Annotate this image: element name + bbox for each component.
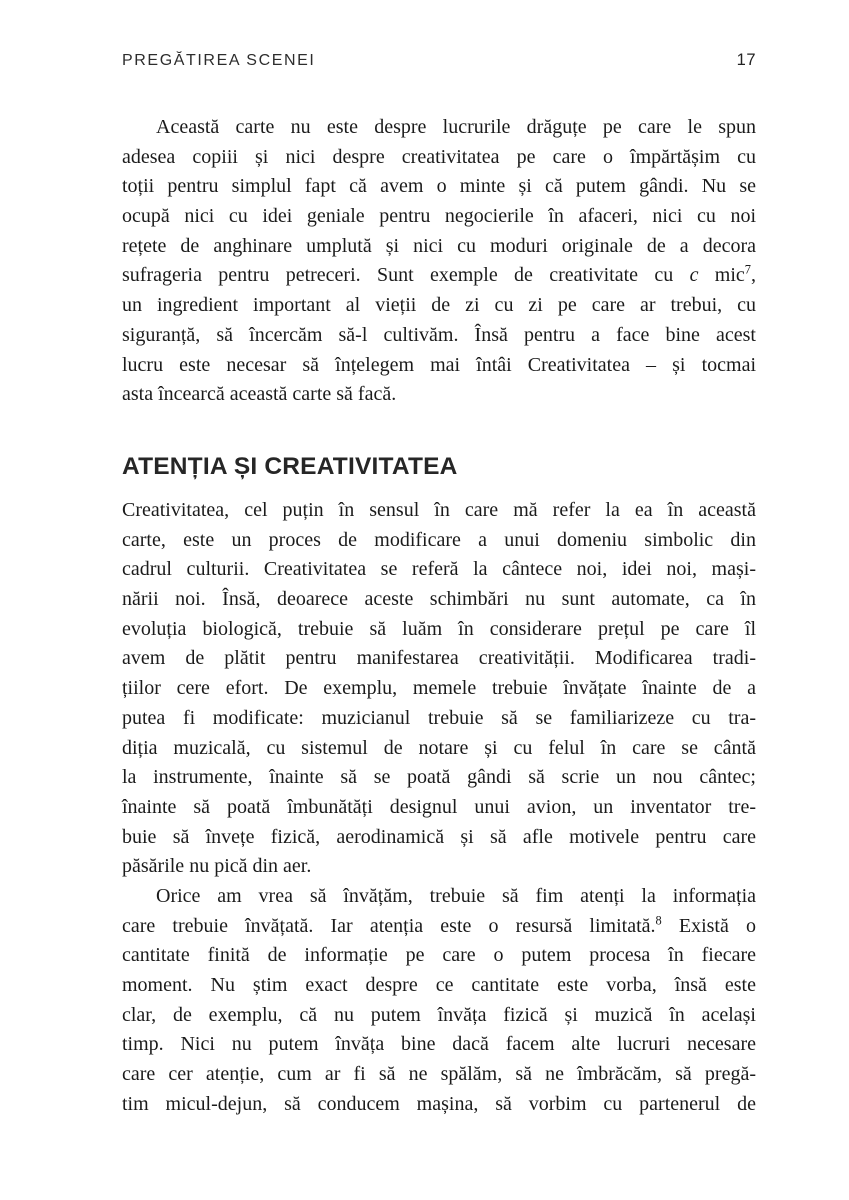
text-line: clar, de exemplu, că nu putem învăța fizică și muzică în același [122,1003,756,1026]
text-line: nării noi. Însă, deoarece aceste schimbări nu sunt automate, ca în [122,588,756,611]
paragraph-intro [122,113,756,410]
text-line: ocupă nici cu idei geniale pentru negocierile în afaceri, nici cu noi [122,205,756,228]
text-line: rețete de anghinare umplută și nici cu moduri originale de a decora [122,234,756,257]
text-line: avem de plătit pentru manifestarea creativității. Modificarea tradi- [122,647,756,670]
text-line: Orice am vrea să învățăm, trebuie să fim atenți la informația [156,884,756,907]
running-header-title: PREGĂTIREA SCENEI [122,52,316,69]
text-line: cantitate finită de informație pe care o putem procesa în fiecare [122,944,756,967]
paragraph-attention [122,882,756,1120]
text-line: asta încearcă această carte să facă. [122,383,397,406]
text-line: înainte să poată îmbunătăți designul unui avion, un inventator tre- [122,795,756,818]
text-line: sufrageria pentru petreceri. Sunt exemple de creativitate cu c mic$^7$, [122,262,756,287]
text-line: țiilor cere efort. De exemplu, memele trebuie învățate înainte de a [122,677,756,700]
text-line: toții pentru simplul fapt că avem o minte și că putem gândi. Nu se [122,175,756,198]
text-line: care cer atenție, cum ar fi să ne spălăm, să ne îmbrăcăm, să pregă- [122,1063,756,1086]
text-line: un ingredient important al vieții de zi cu zi pe care ar trebui, cu [122,294,756,317]
text-line: siguranță, să încercăm să-l cultivăm. Însă pentru a face bine acest [122,323,756,346]
text-line: putea fi modificate: muzicianul trebuie să se familiarizeze cu tra- [122,706,756,729]
text-line: timp. Nici nu putem învăța bine dacă facem alte lucruri necesare [122,1033,756,1056]
text-line: la instrumente, înainte să se poată gândi să scrie un nou cântec; [122,766,756,789]
text-line: tim micul-dejun, să conducem mașina, să vorbim cu partenerul de [122,1092,756,1115]
body-text [122,496,756,1119]
text-line: buie să învețe fizică, aerodinamică și să afle motivele pentru care [122,825,756,848]
page-number: 17 [736,51,756,69]
text-line: Creativitatea, cel puțin în sensul în care mă refer la ea în această [122,499,756,521]
section-heading: ATENȚIA ȘI CREATIVITATEA [122,453,458,480]
text-line: Această carte nu este despre lucrurile drăguțe pe care le spun [156,116,756,138]
paragraph-creativity [122,496,756,882]
text-line: care trebuie învățată. Iar atenția este o resursă limitată.$^8$ Există o [122,912,756,937]
text-line: carte, este un proces de modificare a unui domeniu simbolic din [122,528,756,551]
running-header [122,51,756,70]
text-line: moment. Nu știm exact despre ce cantitate este vorba, însă este [122,974,756,996]
text-line: adesea copiii și nici despre creativitatea pe care o împărtășim cu [122,145,756,168]
text-line: cadrul culturii. Creativitatea se referă la cântece noi, idei noi, mași- [122,558,756,581]
text-line: diția muzicală, cu sistemul de notare și cu felul în care se cântă [122,736,756,759]
text-line: lucru este necesar să înțelegem mai întâi Creativitatea – și tocmai [122,353,756,376]
text-line: evoluția biologică, trebuie să luăm în considerare prețul pe care îl [122,617,756,640]
text-line: păsările nu pică din aer. [122,855,312,878]
